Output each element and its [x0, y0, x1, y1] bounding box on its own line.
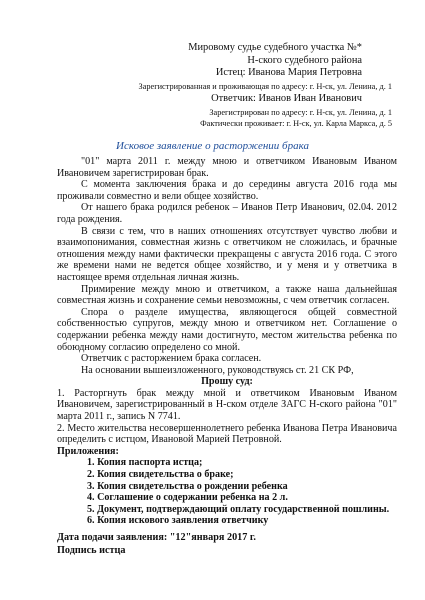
- paragraph-property: Спора о разделе имущества, являющегося общей совместной собственностью супругов, между мною и ответчиком нет. Соглашение о содержании ребенка между нами достигнуто, местом жительства ребенка по обоюдному согласию определено со мной.: [57, 306, 397, 353]
- request-heading: Прошу суд:: [201, 376, 253, 388]
- appendix-item: 2. Копия свидетельства о браке;: [87, 469, 234, 481]
- header-plaintiff: Истец: Иванова Мария Петровна: [215, 67, 362, 78]
- paragraph-legal-basis: На основании вышеизложенного, руководствуясь ст. 21 СК РФ,: [81, 364, 354, 376]
- paragraph-child: От нашего брака родился ребенок – Иванов Петр Иванович, 02.04. 2012 года рождения.: [57, 202, 397, 225]
- document-title: Исковое заявление о расторжении брака: [116, 140, 309, 152]
- paragraph-cohabitation: С момента заключения брака и до середины августа 2016 года мы проживали совместно и вели общее хозяйство.: [57, 179, 397, 202]
- appendix-item: 6. Копия искового заявления ответчику: [87, 515, 269, 527]
- header-defendant-actual-address: Фактически проживает: г. Н-ск, ул. Карла Маркса, д. 5: [200, 119, 392, 128]
- header-defendant-registration: Зарегистрирован по адресу: г. Н-ск, ул. Ленина, д. 1: [209, 108, 392, 117]
- paragraph-reconciliation: Примирение между мною и ответчиком, а также наша дальнейшая совместная жизнь и сохранение семьи невозможны, с чем ответчик согласен.: [57, 283, 397, 307]
- header-district: Н-ского судебного района: [247, 55, 362, 66]
- appendix-list: [57, 457, 397, 527]
- header-plaintiff-address: Зарегистрированная и проживающая по адресу: г. Н-ск, ул. Ленина, д. 1: [138, 82, 392, 91]
- paragraph-marriage-date: "01" марта 2011 г. между мною и ответчиком Ивановым Иваном Ивановичем зарегистрирован брак.: [57, 156, 397, 179]
- request-item-child-residence: 2. Место жительства несовершеннолетнего ребенка Иванова Петра Ивановича определить с истцом, Ивановой Марией Петровной.: [57, 422, 397, 446]
- filing-date: Дата подачи заявления: "12"января 2017 г.: [57, 532, 256, 543]
- header-defendant: Ответчик: Иванов Иван Иванович: [211, 93, 362, 104]
- appendix-item: 5. Документ, подтверждающий оплату государственной пошлины.: [87, 503, 390, 515]
- paragraph-defendant-agrees: Ответчик с расторжением брака согласен.: [81, 353, 262, 365]
- appendix-item: 1. Копия паспорта истца;: [87, 457, 203, 469]
- appendix-item: 3. Копия свидетельства о рождении ребенка: [87, 480, 288, 492]
- document-body: [57, 156, 397, 527]
- appendix-item: 4. Соглашение о содержании ребенка на 2 л.: [87, 492, 288, 504]
- request-item-divorce: 1. Расторгнуть брак между мной и ответчиком Ивановым Иваном Ивановичем, зарегистрированный в Н-ском отделе ЗАГС Н-ского района "01" марта 2011 г., запись N 7741.: [57, 387, 397, 423]
- paragraph-relationship-ended: В связи с тем, что в наших отношениях отсутствует чувство любви и взаимопонимания, совместная жизнь с ответчиком не сложилась, и брачные отношения между нами фактически прекращены с августа 2016 года. С этого же времени нами не ведется общее хозяйство, и у меня и у ответчика в настоящее время отдельная личная жизнь.: [57, 225, 397, 283]
- appendix-heading: Приложения:: [57, 445, 119, 457]
- header-to-judge: Мировому судье судебного участка №*: [188, 42, 362, 53]
- plaintiff-signature: Подпись истца: [57, 545, 126, 556]
